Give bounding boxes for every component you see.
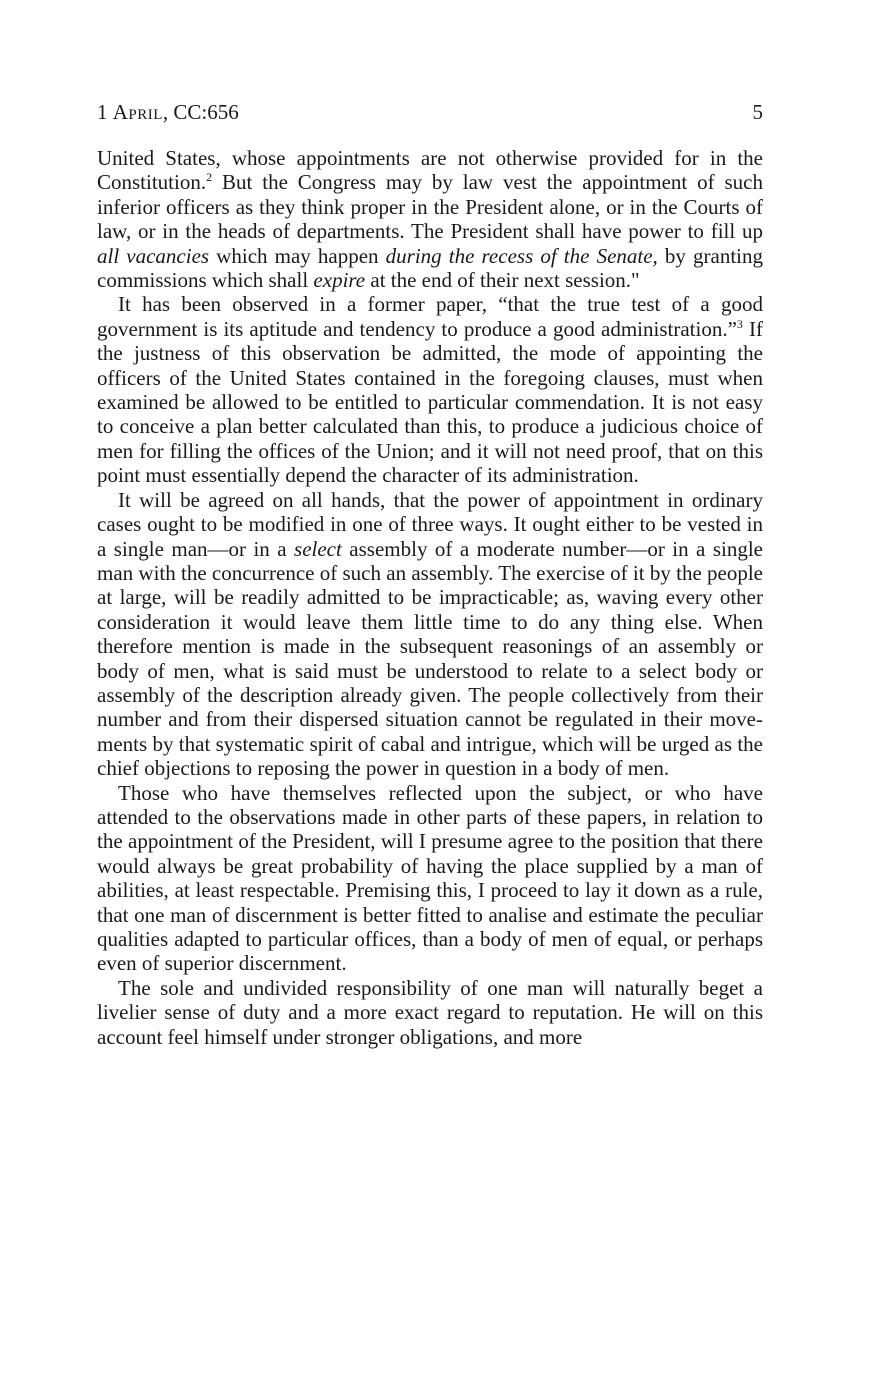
italic-run: during the recess of the Senate, (385, 243, 658, 268)
text-run: It will be agreed on all hands, that the power of appointment in ordinary cases ought to be modified in one of three ways. It ought either to be vested in a single man—or in a (97, 487, 763, 561)
header-citation: CC:656 (173, 100, 239, 124)
paragraph-5 (97, 976, 763, 1049)
header-day: 1 (97, 100, 108, 124)
text-run: assembly of a moderate number—or in a single man with the concurrence of such an assembly. The exercise of it by the people at large, will be readily admitted to be impracticable; as, waving every other consideration it would leave them little time to do any thing else. When therefore mention is made in the subsequent reasonings of an assembly or body of men, what is said must be understood to relate to a select body or assembly of the description already given. The people collectively from their number and from their dispersed situation cannot be regulated in their movements by that systematic spirit of cabal and intrigue, which will be urged as the chief objections to reposing the power in question in a body of men. (97, 536, 763, 781)
italic-run: expire (313, 268, 366, 293)
text-run: at the end of their next session." (365, 268, 640, 293)
text-run: The sole and undivided responsibility of one man will naturally beget a livelier sense of duty and a more exact regard to reputation. He will on this account feel himself under stronger obligations, and more (97, 975, 763, 1049)
text-run: It has been observed in a former paper, “that the true test of a good government is its aptitude and tendency to produce a good administration.” (97, 292, 763, 341)
footnote-ref-2: 2 (206, 170, 213, 185)
running-head (97, 98, 763, 126)
paragraph-2 (97, 292, 763, 487)
italic-run: select (294, 536, 342, 561)
page-number: 5 (752, 100, 763, 124)
text-run: which may happen (209, 243, 386, 268)
document-page (97, 98, 763, 1049)
paragraph-1 (97, 146, 763, 292)
header-month: April (112, 100, 163, 124)
text-run: by granting commissions which shall (97, 243, 764, 293)
paragraph-3 (97, 488, 763, 781)
text-run: United States, whose appointments are not otherwise provided for in the Constitution. (97, 146, 763, 195)
text-run: Those who have themselves reflected upon the subject, or who have attended to the observations made in other parts of these papers, in relation to the appointment of the President, will I presume agree to the position that there would always be great probability of having the place supplied by a man of abilities, at least respectable. Premising this, I proceed to lay it down as a rule, that one man of discernment is better fitted to analise and estimate the peculiar qualities adapted to particular offices, than a body of men of equal, or perhaps even of superior discernment. (97, 780, 763, 976)
running-head-citation: 1 April, CC:656 (97, 100, 239, 124)
body-text (97, 146, 763, 1049)
italic-run: all vacancies (97, 243, 210, 268)
text-run: If the justness of this observation be admitted, the mode of appointing the officers of the United States contained in the foregoing clauses, must when examined be allowed to be entitled to particular commendation. It is not easy to conceive a plan better calculated than this, to produce a judicious choice of men for filling the offices of the Union; and it will not need proof, that on this point must essentially depend the character of its administration. (97, 316, 763, 488)
paragraph-4 (97, 781, 763, 976)
text-run: But the Congress may by law vest the appointment of such inferior officers as they think proper in the President alone, or in the Courts of law, or in the heads of departments. The President shall have power to fill up (97, 170, 763, 244)
footnote-ref-3: 3 (736, 316, 743, 331)
